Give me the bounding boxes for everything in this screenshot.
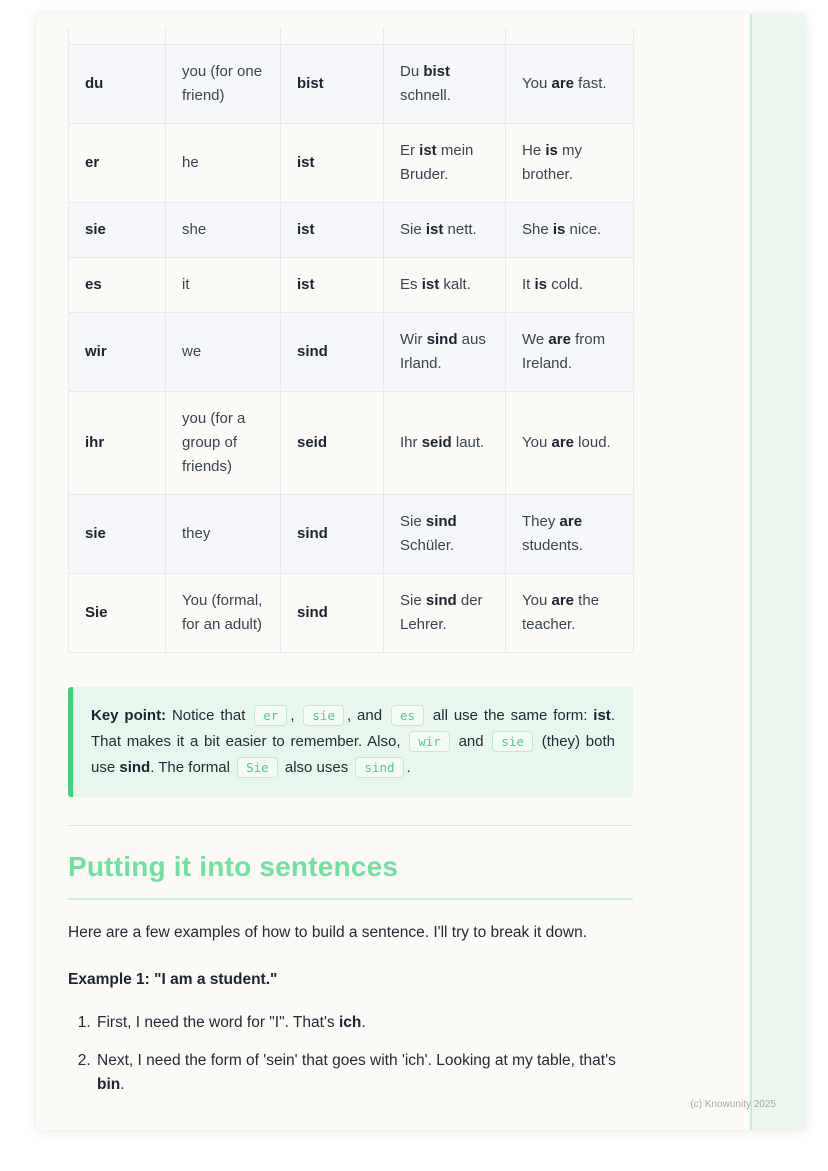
bold-text: ist [297,276,315,293]
table-cell [166,28,281,45]
table-row [69,574,634,653]
text-segment: . [361,1014,366,1031]
bold-text: Key point: [91,707,167,724]
text-segment: Sie [400,513,426,530]
table-cell [384,495,506,574]
text-segment: (they) both use [91,733,615,776]
bold-text: sie [85,221,106,238]
copyright-note: (c) Knowunity 2025 [690,1099,776,1110]
table-cell [281,45,384,124]
table-cell [166,574,281,653]
bold-text: Sie [85,604,108,621]
text-segment: You (formal, for an adult) [182,592,263,633]
bold-text: is [534,276,548,293]
text-segment: Schüler. [400,537,455,554]
bold-text: is [545,142,558,159]
text-segment: Sie [400,221,426,238]
table-cell [506,45,634,124]
table-cell [384,28,506,45]
table-cell [384,574,506,653]
document-page [36,14,806,1130]
text-segment: she [182,221,207,238]
text-segment: and [452,733,490,750]
bold-text: wir [85,343,107,360]
text-segment: cold. [547,276,583,293]
inline-code-chip: wir [409,731,450,752]
table-cell [69,203,166,258]
bold-text: are [551,434,575,451]
text-segment: We [522,331,549,348]
key-point-callout [68,687,633,797]
text-segment: , and [346,707,388,724]
step-item-1 [95,1011,633,1035]
text-segment: it [182,276,190,293]
bold-text: ist [421,276,440,293]
bold-text: is [552,221,566,238]
table-row [69,124,634,203]
text-segment: They [522,513,560,530]
table-cell [69,28,166,45]
text-segment: . The formal [150,759,235,776]
table-cell [281,495,384,574]
text-segment: nice. [565,221,602,238]
bold-text: sind [119,759,151,776]
table-cell [69,313,166,392]
section-divider [68,825,633,826]
bold-text: are [548,331,571,348]
table-cell [281,574,384,653]
table-cell [281,124,384,203]
bold-text: ist [425,221,444,238]
table-cell [506,124,634,203]
bold-text: ich [338,1014,362,1031]
text-segment: laut. [451,434,485,451]
table-cell [166,45,281,124]
text-segment: we [182,343,202,360]
text-segment: schnell. [400,87,451,104]
bold-text: sind [425,513,457,530]
bold-text: ihr [85,434,105,451]
table-cell [69,574,166,653]
table-cell [281,203,384,258]
text-segment: they [182,525,211,542]
table-cell [69,495,166,574]
table-cell [384,124,506,203]
bold-text: sie [85,525,106,542]
bold-text: bist [297,75,324,92]
text-segment: You [522,592,552,609]
table-row [69,392,634,495]
inline-code-chip: sie [492,731,533,752]
table-cell [384,203,506,258]
bold-text: sind [425,592,457,609]
text-segment: . [120,1076,125,1093]
key-point-text [91,707,615,776]
text-segment: loud. [574,434,611,451]
bold-text: are [559,513,583,530]
table-cell [506,574,634,653]
inline-code-chip: Sie [237,757,278,778]
text-segment: Du [400,63,424,80]
table-cell [166,313,281,392]
table-cell [506,203,634,258]
table-cell [281,392,384,495]
bold-text: ist [593,707,611,724]
bold-text: ist [297,154,315,171]
table-row [69,495,634,574]
conjugation-table-body [69,28,634,653]
table-row [69,45,634,124]
text-segment: also uses [280,759,353,776]
table-cell [281,28,384,45]
text-segment: Notice that [166,707,252,724]
text-segment: you (for a group of friends) [182,410,246,475]
bold-text: ist [297,221,315,238]
text-segment: mein Bruder. [400,142,474,183]
bold-text: du [85,75,104,92]
table-cell [166,258,281,313]
text-segment: He [522,142,546,159]
step-item-2 [95,1049,633,1097]
page-content [36,14,633,1097]
example-title: Example 1: "I am a student." [68,971,278,988]
bold-text: seid [421,434,452,451]
table-row-clipped [69,28,634,45]
inline-code-chip: er [254,705,287,726]
table-cell [384,258,506,313]
table-cell [166,392,281,495]
text-segment: It [522,276,535,293]
table-cell [166,495,281,574]
bold-text: bin [97,1076,121,1093]
inline-code-chip: sie [303,705,344,726]
text-segment: the teacher. [522,592,600,633]
table-cell [384,313,506,392]
text-segment: You [522,434,552,451]
text-segment: you (for one friend) [182,63,263,104]
conjugation-table [68,28,634,653]
text-segment: fast. [574,75,607,92]
text-segment: She [522,221,553,238]
table-cell [69,45,166,124]
bold-text: sind [297,343,328,360]
table-cell [69,392,166,495]
text-segment: nett. [443,221,477,238]
table-cell [69,258,166,313]
bold-text: are [551,592,575,609]
table-cell [69,124,166,203]
bold-text: ist [419,142,437,159]
text-segment: Er [400,142,420,159]
bold-text: er [85,154,100,171]
table-cell [384,45,506,124]
text-segment: Sie [400,592,426,609]
text-segment: all use the same form: [427,707,594,724]
text-segment: Ihr [400,434,422,451]
text-segment: my brother. [522,142,583,183]
steps-list [68,1011,633,1097]
table-cell [384,392,506,495]
inline-code-chip: sind [355,757,403,778]
bold-text: sind [297,604,328,621]
bold-text: seid [297,434,328,451]
table-cell [506,392,634,495]
text-segment: students. [522,537,583,554]
table-cell [281,313,384,392]
table-cell [506,258,634,313]
table-cell [166,203,281,258]
text-segment: . That makes it a bit easier to remember. Also, [91,707,615,750]
text-segment: Es [400,276,422,293]
bold-text: bist [423,63,451,80]
text-segment: from Ireland. [522,331,606,372]
text-segment: , [290,707,301,724]
table-cell [166,124,281,203]
inline-code-chip: es [391,705,424,726]
text-segment: Next, I need the form of 'sein' that goes with 'ich'. Looking at my table, that's [97,1052,616,1069]
intro-paragraph: Here are a few examples of how to build a sentence. I'll try to break it down. [68,924,588,941]
table-cell [506,313,634,392]
text-segment: he [182,154,199,171]
text-segment: . [406,759,411,776]
page-accent-strip [750,14,806,1130]
bold-text: es [85,276,102,293]
table-row [69,258,634,313]
bold-text: sind [297,525,328,542]
table-cell [281,258,384,313]
text-segment: kalt. [439,276,471,293]
text-segment: der Lehrer. [400,592,483,633]
text-segment: You [522,75,552,92]
table-cell [506,28,634,45]
section-heading: Putting it into sentences [68,851,633,900]
table-row [69,313,634,392]
text-segment: aus Irland. [400,331,486,372]
table-row [69,203,634,258]
text-segment: Wir [400,331,427,348]
table-cell [506,495,634,574]
bold-text: are [551,75,575,92]
text-segment: First, I need the word for "I". That's [97,1014,339,1031]
bold-text: sind [426,331,458,348]
